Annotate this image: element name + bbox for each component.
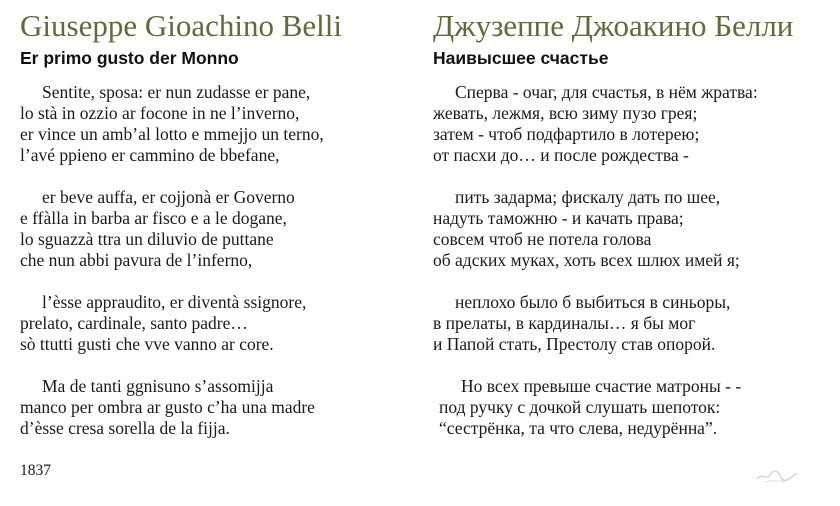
- poem-line: lo stà in ozzio ar focone in ne l’inverno,: [20, 103, 300, 123]
- poem-line: неплохо было б выбиться в синьоры,: [455, 292, 731, 312]
- poem-line: sò ttutti gusti che vve vanno ar core.: [20, 334, 274, 354]
- poem-line: жевать, лежмя, всю зиму пузо грея;: [433, 103, 698, 123]
- poem-body-italian: [20, 82, 420, 439]
- poem-title-russian: Наивысшее счастье: [433, 48, 609, 68]
- poem-line: затем - чтоб подфартило в лотерею;: [433, 124, 700, 144]
- poem-line: l’èsse appraudito, er diventà ssignore,: [42, 292, 307, 312]
- stanza: [433, 82, 838, 166]
- stanza: [20, 376, 420, 439]
- stanza: [20, 82, 420, 166]
- author-name-italian: Giuseppe Gioachino Belli: [20, 8, 342, 43]
- poem-line: Но всех превыше счастие матроны - -: [461, 376, 742, 396]
- stanza: [433, 376, 838, 439]
- stanza: [433, 292, 838, 355]
- poem-title-italian: Er primo gusto der Monno: [20, 48, 239, 68]
- poem-line: Sentite, sposa: er nun zudasse er pane,: [42, 82, 311, 102]
- poem-body-russian: [433, 82, 838, 439]
- handwritten-signature-icon: [754, 464, 800, 486]
- author-name-russian: Джузеппе Джоакино Белли: [433, 8, 794, 43]
- poem-line: “сестрёнка, та что слева, недурённа”.: [439, 418, 718, 438]
- poem-line: er vince un amb’al lotto e mmejjo un terno,: [20, 124, 324, 144]
- poem-line: prelato, cardinale, santo padre…: [20, 313, 248, 333]
- poem-line: Сперва - очаг, для счастья, в нём жратва:: [455, 82, 758, 102]
- stanza: [20, 292, 420, 355]
- poem-line: под ручку с дочкой слушать шепоток:: [439, 397, 721, 417]
- poem-line: Ma de tanti ggnisuno s’assomijja: [42, 376, 274, 396]
- poem-line: от пасхи до… и после рождества -: [433, 145, 689, 165]
- poem-line: совсем чтоб не потела голова: [433, 229, 652, 249]
- poem-line: e ffàlla in barba ar fisco e a le dogane,: [20, 208, 287, 228]
- poem-line: в прелаты, в кардиналы… я бы мог: [433, 313, 696, 333]
- poem-line: пить задарма; фискалу дать по шее,: [455, 187, 721, 207]
- poem-line: lo sguazzà ttra un diluvio de puttane: [20, 229, 274, 249]
- stanza: [20, 187, 420, 271]
- poem-line: che nun abbi pavura de l’inferno,: [20, 250, 253, 270]
- poem-line: d’èsse cresa sorella de la fijja.: [20, 418, 230, 438]
- poem-line: об адских муках, хоть всех шлюх имей я;: [433, 250, 740, 270]
- poem-line: er beve auffa, er cojjonà er Governo: [42, 187, 295, 207]
- italian-column: [20, 0, 420, 460]
- stanza: [433, 187, 838, 271]
- poem-line: l’avé ppieno er cammino de bbefane,: [20, 145, 280, 165]
- poem-line: manco per ombra ar gusto c’ha una madre: [20, 397, 315, 417]
- russian-column: [433, 0, 838, 460]
- poem-year: 1837: [20, 462, 51, 479]
- poem-line: надуть таможню - и качать права;: [433, 208, 684, 228]
- poem-line: и Папой стать, Престолу став опорой.: [433, 334, 716, 354]
